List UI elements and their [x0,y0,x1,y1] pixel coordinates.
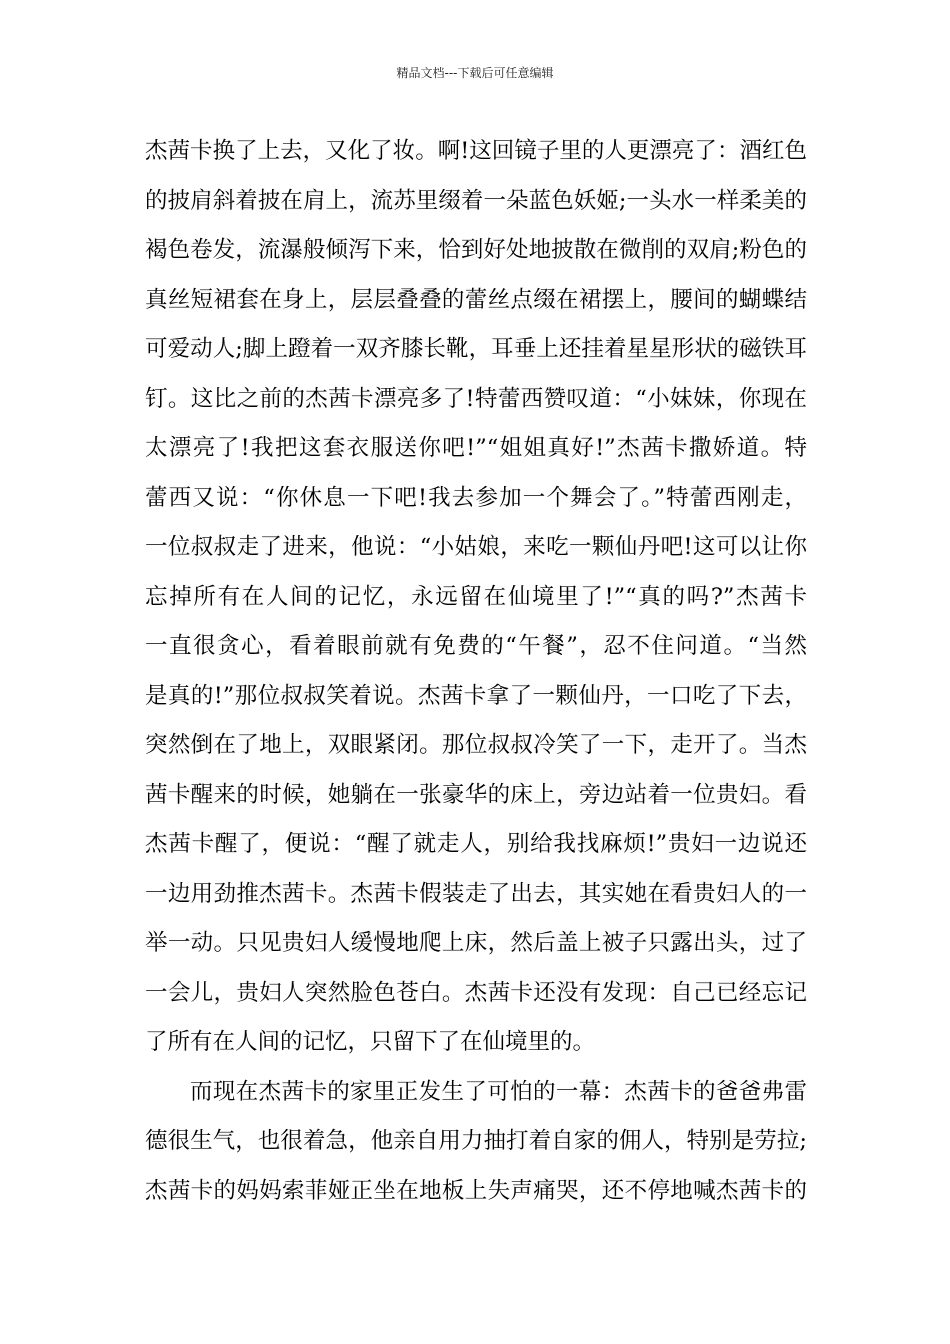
text-line: 一直很贪心，看着眼前就有免费的“午餐”，忍不住问道。“当然 [145,633,807,659]
text-line: 杰茜卡换了上去，又化了妆。啊!这回镜子里的人更漂亮了：酒红色 [145,138,807,164]
text-line: 太漂亮了!我把这套衣服送你吧!”“姐姐真好!”杰茜卡撒娇道。特 [145,435,807,461]
text-line: 的披肩斜着披在肩上，流苏里缀着一朵蓝色妖姬;一头水一样柔美的 [145,187,807,214]
paragraph-2 [145,1072,807,1221]
text-line: 一位叔叔走了进来，他说：“小姑娘，来吃一颗仙丹吧!这可以让你 [145,534,807,560]
text-line: 突然倒在了地上，双眼紧闭。那位叔叔冷笑了一下，走开了。当杰 [145,732,807,758]
text-line: 举一动。只见贵妇人缓慢地爬上床，然后盖上被子只露出头，过了 [145,930,807,956]
text-line: 杰茜卡的妈妈索菲娅正坐在地板上失声痛哭，还不停地喊杰茜卡的 [145,1177,807,1204]
text-line: 真丝短裙套在身上，层层叠叠的蕾丝点缀在裙摆上，腰间的蝴蝶结 [145,286,807,313]
text-line: 钉。这比之前的杰茜卡漂亮多了!特蕾西赞叹道：“小妹妹，你现在 [145,385,807,412]
body-text [145,131,807,1220]
text-line: 是真的!”那位叔叔笑着说。杰茜卡拿了一颗仙丹，一口吃了下去， [145,682,807,709]
text-line: 德很生气，也很着急，他亲自用力抽打着自家的佣人，特别是劳拉; [145,1128,807,1154]
text-line: 一会儿，贵妇人突然脸色苍白。杰茜卡还没有发现：自己已经忘记 [145,979,807,1006]
text-line: 一边用劲推杰茜卡。杰茜卡假装走了出去，其实她在看贵妇人的一 [145,880,807,907]
text-line: 而现在杰茜卡的家里正发生了可怕的一幕：杰茜卡的爸爸弗雷 [190,1078,807,1105]
text-line: 茜卡醒来的时候，她躺在一张豪华的床上，旁边站着一位贵妇。看 [145,781,807,808]
text-line: 蕾西又说：“你休息一下吧!我去参加一个舞会了。”特蕾西刚走， [145,484,807,511]
text-line: 了所有在人间的记忆，只留下了在仙境里的。 [145,1029,596,1055]
text-line: 褐色卷发，流瀑般倾泻下来，恰到好处地披散在微削的双肩;粉色的 [145,237,807,263]
text-line: 可爱动人;脚上蹬着一双齐膝长靴，耳垂上还挂着星星形状的磁铁耳 [145,336,807,362]
text-line: 忘掉所有在人间的记忆，永远留在仙境里了!”“真的吗?”杰茜卡 [145,583,807,610]
page-header: 精品文档---下载后可任意编辑 [396,66,554,80]
paragraph-1 [145,131,807,1072]
text-line: 杰茜卡醒了，便说：“醒了就走人，别给我找麻烦!”贵妇一边说还 [145,831,807,857]
